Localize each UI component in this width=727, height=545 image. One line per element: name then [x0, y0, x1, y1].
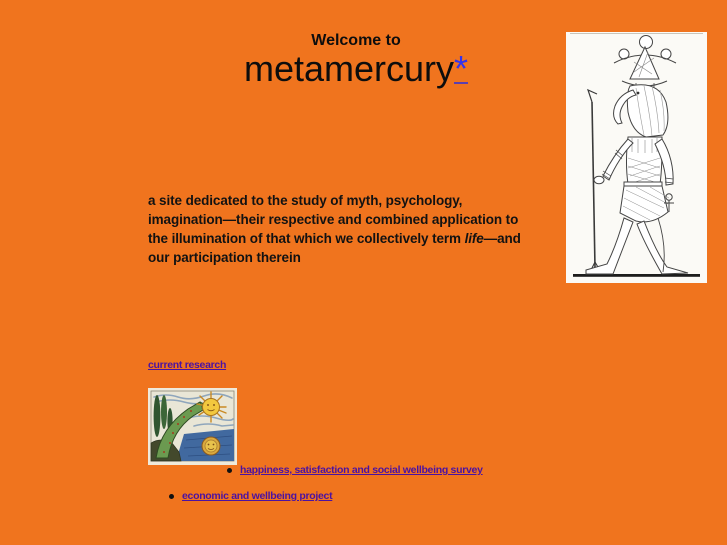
- current-research-link[interactable]: current research: [148, 359, 227, 371]
- bullet-icon: [227, 468, 232, 473]
- alchemy-dragon-sun-icon: [148, 388, 237, 465]
- intro-paragraph: [148, 191, 608, 267]
- asterisk-footnote-link[interactable]: *: [454, 48, 469, 89]
- welcome-text: Welcome to: [311, 32, 401, 49]
- intro-line: our participation therein: [148, 250, 301, 265]
- research-list-item: [227, 464, 483, 477]
- intro-line: the illumination of that which we collectively term life—and: [148, 231, 521, 246]
- intro-line: imagination—their respective and combined application to: [148, 212, 519, 227]
- site-name-text: metamercury: [243, 48, 455, 89]
- alchemy-image: [148, 388, 237, 465]
- research-list-item: [169, 490, 332, 503]
- bullet-icon: [169, 494, 174, 499]
- economic-wellbeing-link[interactable]: economic and wellbeing project: [182, 490, 333, 502]
- intro-italic-word: life: [464, 231, 484, 246]
- happiness-survey-link[interactable]: happiness, satisfaction and social wellbeing survey: [240, 464, 483, 476]
- intro-line: a site dedicated to the study of myth, psychology,: [148, 193, 463, 208]
